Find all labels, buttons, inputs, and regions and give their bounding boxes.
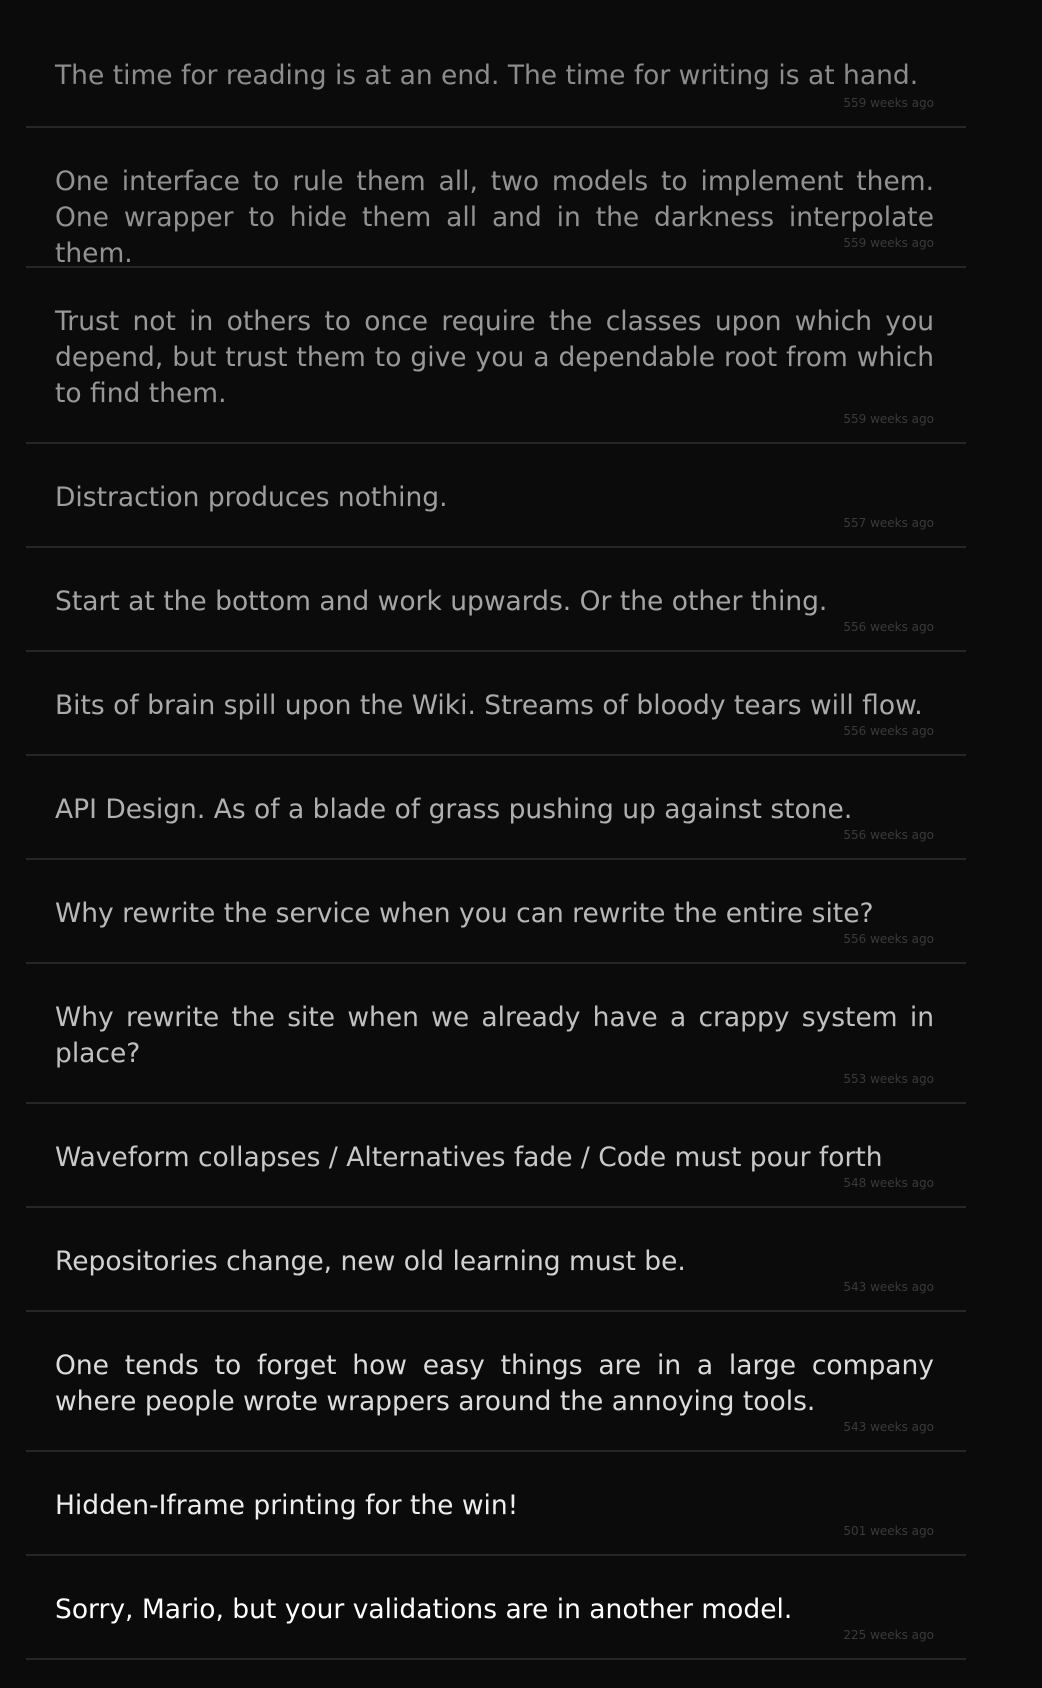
quote-entry <box>26 128 966 268</box>
quote-text: Repositories change, new old learning must be. <box>55 1246 686 1277</box>
quote-timestamp: 559 weeks ago <box>843 412 934 426</box>
quote-entry <box>26 1556 966 1660</box>
quote-feed <box>26 22 966 1660</box>
quote-timestamp: 548 weeks ago <box>843 1176 934 1190</box>
quote-timestamp: 225 weeks ago <box>843 1628 934 1642</box>
quote-text: Waveform collapses / Alternatives fade / Code must pour forth <box>55 1142 883 1173</box>
quote-text: Distraction produces nothing. <box>55 482 448 513</box>
quote-text: Trust not in others to once require the classes upon which you depend, but trust them to give you a dependable root from which to find them. <box>55 306 934 409</box>
quote-timestamp: 556 weeks ago <box>843 932 934 946</box>
quote-entry <box>26 22 966 128</box>
quote-entry <box>26 444 966 548</box>
quote-entry <box>26 1312 966 1452</box>
quote-timestamp: 543 weeks ago <box>843 1420 934 1434</box>
quote-entry <box>26 756 966 860</box>
quote-entry <box>26 268 966 444</box>
quote-timestamp: 543 weeks ago <box>843 1280 934 1294</box>
quote-timestamp: 501 weeks ago <box>843 1524 934 1538</box>
quote-text: Bits of brain spill upon the Wiki. Streams of bloody tears will flow. <box>55 690 923 721</box>
quote-timestamp: 556 weeks ago <box>843 828 934 842</box>
quote-entry <box>26 652 966 756</box>
quote-timestamp: 556 weeks ago <box>843 724 934 738</box>
quote-text: Sorry, Mario, but your validations are in another model. <box>55 1594 793 1625</box>
quote-text: Why rewrite the site when we already have a crappy system in place? <box>55 1002 934 1069</box>
quote-timestamp: 557 weeks ago <box>843 516 934 530</box>
quote-timestamp: 559 weeks ago <box>843 236 934 250</box>
quote-entry <box>26 964 966 1104</box>
quote-text: Hidden-Iframe printing for the win! <box>55 1490 519 1521</box>
quote-text: One tends to forget how easy things are in a large company where people wrote wrappers around the annoying tools. <box>55 1350 934 1417</box>
quote-entry <box>26 1208 966 1312</box>
quote-text: Start at the bottom and work upwards. Or the other thing. <box>55 586 828 617</box>
quote-timestamp: 556 weeks ago <box>843 620 934 634</box>
quote-entry <box>26 548 966 652</box>
quote-entry <box>26 1452 966 1556</box>
quote-entry <box>26 860 966 964</box>
quote-entry <box>26 1104 966 1208</box>
quote-timestamp: 553 weeks ago <box>843 1072 934 1086</box>
quote-text: API Design. As of a blade of grass pushing up against stone. <box>55 794 853 825</box>
quote-text: One interface to rule them all, two models to implement them. One wrapper to hide them all and in the darkness interpolate them. <box>55 166 934 269</box>
quote-timestamp: 559 weeks ago <box>843 96 934 110</box>
quote-text: Why rewrite the service when you can rewrite the entire site? <box>55 898 874 929</box>
quote-text: The time for reading is at an end. The time for writing is at hand. <box>55 60 919 91</box>
